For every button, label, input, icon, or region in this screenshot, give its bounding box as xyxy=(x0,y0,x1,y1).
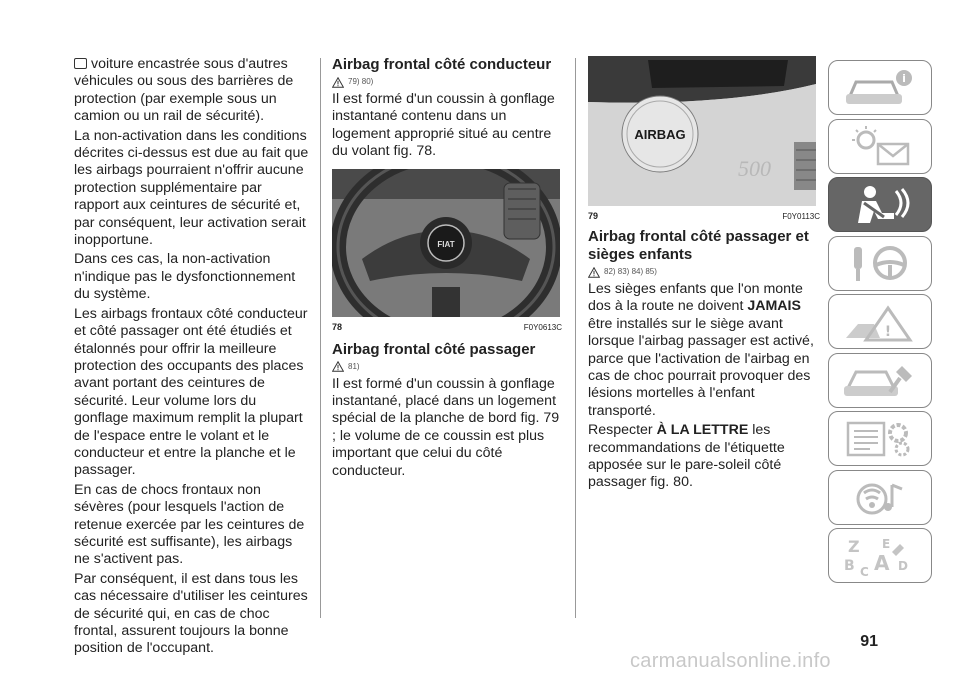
svg-text:500: 500 xyxy=(738,156,771,181)
paragraph: Il est formé d'un coussin à gonflage instantané contenu dans un logement approprié situé au centre du volant fig. 78. xyxy=(332,91,555,160)
hazard-road-icon xyxy=(840,300,920,344)
tab-safety[interactable] xyxy=(828,177,932,232)
car-dashboard-icon xyxy=(840,66,920,110)
svg-text:!: ! xyxy=(884,323,892,340)
tab-index[interactable] xyxy=(828,528,932,583)
warning-refs: 82) 83) 84) 85) xyxy=(588,265,820,279)
multimedia-icon xyxy=(840,475,920,519)
svg-text:AIRBAG: AIRBAG xyxy=(634,127,686,142)
section-heading: Airbag frontal côté conducteur xyxy=(332,56,552,73)
warning-lights-icon xyxy=(840,124,920,168)
text-column-3 xyxy=(588,56,820,494)
paragraph: Les sièges enfants que l'on monte dos à la route ne doivent JAMAIS être installés sur le siège avant lorsque l'airbag passager est activé, parce que l'activation de l'airbag en cas de choc pourrait provoquer des lésions mortelles à l'enfant transporté. xyxy=(588,281,814,419)
paragraph: La non-activation dans les conditions décrites ci-dessus est due au fait que les airbags pourraient n'offrir aucune protection supplémentaire par rapport aux ceintures de sécurité et, par conséquent, leur activation serait inopportune. xyxy=(74,127,309,249)
car-small-icon xyxy=(74,58,87,69)
specs-gears-icon xyxy=(840,417,920,461)
paragraph: voiture encastrée sous d'autres véhicules ou sous des barrières de protection (par exemple sous un camion ou un rail de sécurité). xyxy=(74,56,294,125)
paragraph: Dans ces cas, la non-activation n'indique pas le dysfonctionnement du système. xyxy=(74,251,296,303)
svg-text:D: D xyxy=(898,558,908,573)
column-divider xyxy=(575,58,576,618)
svg-text:C: C xyxy=(860,564,869,578)
paragraph: Il est formé d'un coussin à gonflage instantané, placé dans un logement spécial de la planche de bord fig. 79 ; le volume de ce coussin est plus important que celui du côté conducteur. xyxy=(332,375,560,479)
page-number: 91 xyxy=(860,633,878,650)
figure-caption: 79 F0Y0113C xyxy=(588,211,820,221)
tab-warning-lights[interactable] xyxy=(828,119,932,174)
warning-refs: 79) 80) xyxy=(332,75,562,89)
column-divider xyxy=(320,58,321,618)
section-heading: Airbag frontal côté passager et sièges enfants xyxy=(588,228,809,263)
index-letters-icon xyxy=(840,534,920,578)
tab-maintenance[interactable] xyxy=(828,353,932,408)
paragraph: Les airbags frontaux côté conducteur et côté passager ont été étudiés et étalonnés pour offrir la meilleure protection des occupants des places avant portant des ceintures de sécurité. Leur volume lors du gonflage maximum remplit la plupart de l'espace entre le volant et le conducteur et entre la planche et le passager. xyxy=(74,305,308,479)
chapter-sidebar xyxy=(828,60,932,587)
seat-airbag-icon xyxy=(840,183,920,227)
svg-text:FIAT: FIAT xyxy=(437,239,455,249)
figure-caption: 78 F0Y0613C xyxy=(332,321,562,332)
text-column-1 xyxy=(74,56,310,660)
svg-text:Z: Z xyxy=(848,536,860,556)
warning-triangle-icon xyxy=(332,77,344,88)
warning-triangle-icon xyxy=(588,267,600,278)
warning-triangle-icon xyxy=(332,361,344,372)
steering-wheel-figure xyxy=(332,169,560,317)
warning-refs: 81) xyxy=(332,360,562,374)
text-column-2 xyxy=(332,56,562,482)
paragraph: Par conséquent, il est dans tous les cas nécessaire d'utiliser les ceintures de sécurité qui, en cas de choc frontal, assurent toujours la bonne position de l'occupant. xyxy=(74,570,308,657)
watermark: carmanualsonline.info xyxy=(630,650,831,672)
svg-text:E: E xyxy=(882,536,891,551)
dashboard-illustration xyxy=(588,56,816,206)
paragraph: Respecter À LA LETTRE les recommandations de l'étiquette apposée sur le pare-soleil côté passager fig. 80. xyxy=(588,422,785,491)
tab-dashboard[interactable] xyxy=(828,60,932,115)
svg-text:A: A xyxy=(874,550,890,575)
car-service-icon xyxy=(840,358,920,402)
tab-emergency[interactable] xyxy=(828,294,932,349)
section-heading: Airbag frontal côté passager xyxy=(332,340,536,358)
steering-wheel-illustration xyxy=(332,169,560,317)
tab-technical-data[interactable] xyxy=(828,411,932,466)
paragraph: En cas de chocs frontaux non sévères (pour lesquels l'action de retenue exercée par les ceintures de sécurité est suffisante), les airbags ne s'activent pas. xyxy=(74,481,305,568)
svg-text:i: i xyxy=(902,71,906,85)
svg-text:B: B xyxy=(844,557,855,574)
steering-key-icon xyxy=(840,241,920,285)
passenger-airbag-figure xyxy=(588,56,816,206)
tab-multimedia[interactable] xyxy=(828,470,932,525)
tab-starting-driving[interactable] xyxy=(828,236,932,291)
